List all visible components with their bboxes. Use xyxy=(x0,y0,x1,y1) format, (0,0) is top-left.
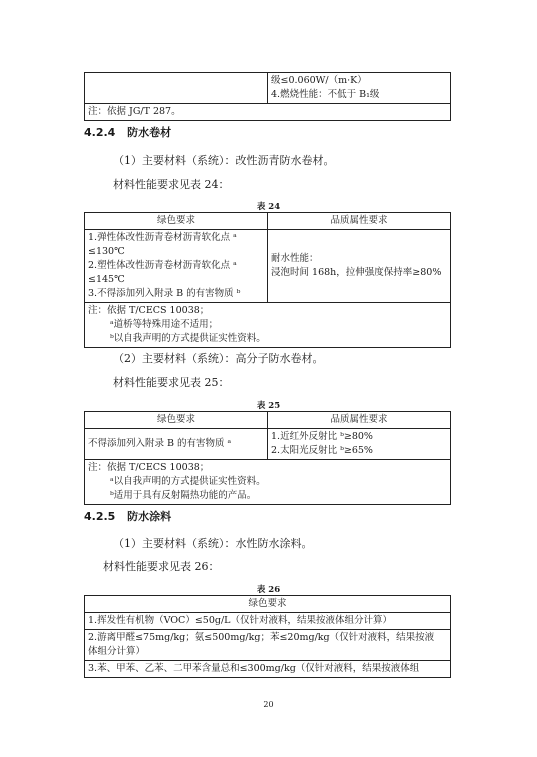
cell-line: ≤130℃ xyxy=(88,246,125,257)
paragraph: （1）主要材料（系统）：水性防水涂料。 xyxy=(113,537,313,550)
top-table-right-cell xyxy=(268,73,451,104)
section-heading-425 xyxy=(84,508,171,524)
table-cell: 不得添加列入附录 B 的有害物质 ᵃ xyxy=(85,429,268,460)
table-note xyxy=(85,460,451,505)
table-cell xyxy=(85,230,268,303)
note-line: ᵇ适用于具有反射隔热功能的产品。 xyxy=(110,490,257,501)
cell-line: ≤145℃ xyxy=(88,274,125,285)
top-table-right-line: 4.燃烧性能：不低于 B₁级 xyxy=(271,89,380,100)
cell-line: 耐水性能： xyxy=(271,253,319,264)
page-number: 20 xyxy=(263,700,274,709)
table-cell: 3.苯、甲苯、乙苯、二甲苯含量总和≤300mg/kg（仅针对液料，结果按液体组 xyxy=(85,661,451,678)
paragraph: 材料性能要求见表 26： xyxy=(103,560,220,573)
table-cell: 1.挥发性有机物（VOC）≤50g/L（仅针对液料，结果按液体组分计算） xyxy=(85,613,451,630)
table-note xyxy=(85,303,451,348)
cell-line: 1.弹性体改性沥青卷材沥青软化点 ᵃ xyxy=(88,232,237,243)
table-header: 绿色要求 xyxy=(85,213,268,230)
top-table-right-line: 级≤0.060W/（m·K） xyxy=(271,75,367,86)
top-table xyxy=(84,72,451,121)
section-number: 4.2.5 xyxy=(84,510,116,523)
table-header: 绿色要求 xyxy=(85,596,451,613)
note-line: 注：依据 T/CECS 10038； xyxy=(88,305,210,316)
paragraph: （1）主要材料（系统）：改性沥青防水卷材。 xyxy=(113,154,335,167)
top-table-note: 注：依据 JG/T 287。 xyxy=(85,104,451,121)
table-caption: 表 25 xyxy=(256,401,281,411)
table-24 xyxy=(84,212,451,348)
paragraph: 材料性能要求见表 25： xyxy=(113,376,230,389)
section-title: 防水卷材 xyxy=(127,126,172,139)
table-cell xyxy=(85,630,451,661)
table-header: 品质属性要求 xyxy=(268,213,451,230)
note-line: ᵃ以自我声明的方式提供证实性资料。 xyxy=(110,476,266,487)
cell-line: 2.游离甲醛≤75mg/kg；氨≤500mg/kg；苯≤20mg/kg（仅针对液料，结果按液 xyxy=(88,632,435,643)
table-header: 品质属性要求 xyxy=(268,412,451,429)
cell-line: 2.太阳光反射比 ᵇ≥65% xyxy=(271,445,373,456)
cell-line: 2.塑性体改性沥青卷材沥青软化点 ᵃ xyxy=(88,260,237,271)
table-cell xyxy=(268,230,451,303)
table-caption: 表 24 xyxy=(256,202,281,212)
note-line: ᵃ道桥等特殊用途不适用； xyxy=(110,319,219,330)
section-heading-424 xyxy=(84,124,171,140)
cell-line: 3.不得添加列入附录 B 的有害物质 ᵇ xyxy=(88,288,241,299)
section-number: 4.2.4 xyxy=(84,126,116,139)
paragraph: （2）主要材料（系统）：高分子防水卷材。 xyxy=(113,352,324,365)
section-title: 防水涂料 xyxy=(127,510,172,523)
table-26 xyxy=(84,595,451,678)
table-header: 绿色要求 xyxy=(85,412,268,429)
cell-line: 1.近红外反射比 ᵇ≥80% xyxy=(271,431,373,442)
table-caption: 表 26 xyxy=(256,585,281,595)
table-25 xyxy=(84,411,451,505)
cell-line: 浸泡时间 168h，拉伸强度保持率≥80% xyxy=(271,267,442,278)
note-line: ᵇ以自我声明的方式提供证实性资料。 xyxy=(110,333,266,344)
table-cell xyxy=(268,429,451,460)
paragraph: 材料性能要求见表 24： xyxy=(113,178,230,191)
top-table-left-cell xyxy=(85,73,268,104)
note-line: 注：依据 T/CECS 10038； xyxy=(88,462,210,473)
cell-line: 体组分计算） xyxy=(88,646,146,657)
